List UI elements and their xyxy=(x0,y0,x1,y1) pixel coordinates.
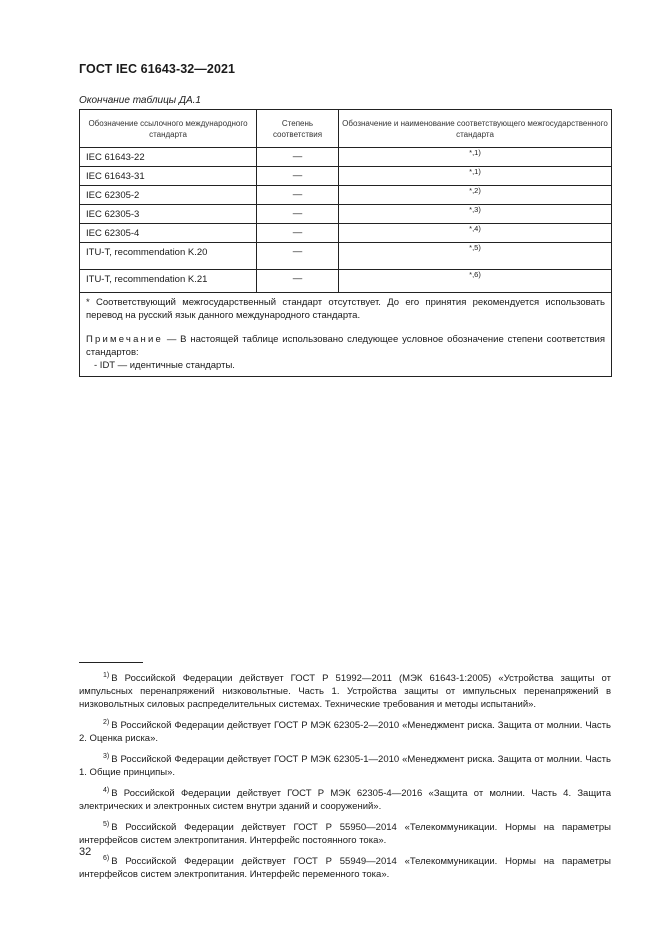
footnote xyxy=(79,784,611,813)
standards-table xyxy=(79,109,612,377)
table-note-row xyxy=(80,293,612,377)
note-label: Примечание xyxy=(86,334,163,345)
footnote xyxy=(79,818,611,847)
table-caption: Окончание таблицы ДА.1 xyxy=(79,95,201,106)
footnote-text: В Российской Федерации действует ГОСТ Р МЭК 62305-1—2010 «Менеджмент риска. Защита от молнии. Часть 1. Общие принципы». xyxy=(79,754,611,778)
document-header: ГОСТ IEC 61643-32—2021 xyxy=(79,62,236,76)
cell-standard: IEC 61643-22 xyxy=(86,152,145,163)
footnote-text: В Российской Федерации действует ГОСТ Р МЭК 62305-2—2010 «Менеджмент риска. Защита от молнии. Часть 2. Оценка риска». xyxy=(79,720,611,744)
footnote xyxy=(79,852,611,881)
footnote-mark: 6) xyxy=(103,855,110,862)
cell-standard: IEC 61643-31 xyxy=(80,167,257,186)
cell-degree: — xyxy=(257,224,339,243)
footnote-text: В Российской Федерации действует ГОСТ Р МЭК 62305-4—2016 «Защита от молнии. Часть 4. Защита электрических и электронных систем внутри зданий и сооружений». xyxy=(79,788,611,812)
note-text: — В настоящей таблице использовано следующее условное обозначение степени соответствия стандартов: xyxy=(86,334,605,358)
footnote-text: В Российской Федерации действует ГОСТ Р 51992—2011 (МЭК 61643-1:2005) «Устройства защиты от импульсных перенапряжений низковольтные. Часть 1. Устройства защиты от импульсных перенапряжений в низковольтных силовых распределительных системах. Технические требования и методы испытаний». xyxy=(79,673,611,710)
footnote-text: В Российской Федерации действует ГОСТ Р 55950—2014 «Телекоммуникации. Нормы на параметры интерфейсов систем электропитания. Интерфейс постоянного тока». xyxy=(79,822,611,846)
footnote-rule xyxy=(79,662,143,663)
cell-interstate: *,5) xyxy=(339,243,612,270)
cell-standard: ITU-T, recommendation K.20 xyxy=(80,243,257,270)
cell-degree: — xyxy=(257,148,339,167)
cell-degree: — xyxy=(257,186,339,205)
cell-interstate: *,3) xyxy=(339,205,612,224)
footnote-mark: 5) xyxy=(103,821,110,828)
table-row xyxy=(80,148,612,167)
cell-standard: IEC 62305-4 xyxy=(80,224,257,243)
table-row xyxy=(80,243,612,270)
note-item: - IDT — идентичные стандарты. xyxy=(94,360,235,371)
footnote-mark: 1) xyxy=(103,672,110,679)
footnote xyxy=(79,716,611,745)
table-row xyxy=(80,270,612,293)
table-row xyxy=(80,224,612,243)
footnote-text: В Российской Федерации действует ГОСТ Р 55949—2014 «Телекоммуникации. Нормы на параметры интерфейсов систем электропитания. Интерфейс переменного тока». xyxy=(79,856,611,880)
table-row xyxy=(80,167,612,186)
cell-standard: IEC 62305-2 xyxy=(80,186,257,205)
cell-interstate: *,1) xyxy=(339,148,612,167)
note-star: * Соответствующий межгосударственный стандарт отсутствует. До его принятия рекомендуется использовать перевод на русский язык данного международного стандарта. xyxy=(86,297,605,321)
table-note xyxy=(80,293,612,377)
cell-interstate: *,4) xyxy=(339,224,612,243)
footnote-mark: 3) xyxy=(103,753,110,760)
footnote-mark: 4) xyxy=(103,787,110,794)
column-header-degree: Степень соответствия xyxy=(257,110,339,148)
table-row xyxy=(80,186,612,205)
cell-standard: ITU-T, recommendation K.21 xyxy=(80,270,257,293)
cell-degree: — xyxy=(257,205,339,224)
cell-interstate: *,1) xyxy=(339,167,612,186)
cell-degree: — xyxy=(257,243,339,270)
footnote xyxy=(79,669,611,711)
cell-degree: — xyxy=(257,167,339,186)
table-row xyxy=(80,205,612,224)
cell-degree: — xyxy=(257,270,339,293)
footnote-mark: 2) xyxy=(103,719,110,726)
footnotes xyxy=(79,662,611,886)
cell-interstate: *,6) xyxy=(339,270,612,293)
footnote xyxy=(79,750,611,779)
page-number: 32 xyxy=(79,846,92,858)
cell-standard: IEC 62305-3 xyxy=(80,205,257,224)
note-paragraph xyxy=(86,333,605,359)
cell-interstate: *,2) xyxy=(339,186,612,205)
column-header-standard: Обозначение ссылочного международного стандарта xyxy=(80,110,257,148)
column-header-interstate: Обозначение и наименование соответствующего межгосударственного стандарта xyxy=(339,110,612,148)
